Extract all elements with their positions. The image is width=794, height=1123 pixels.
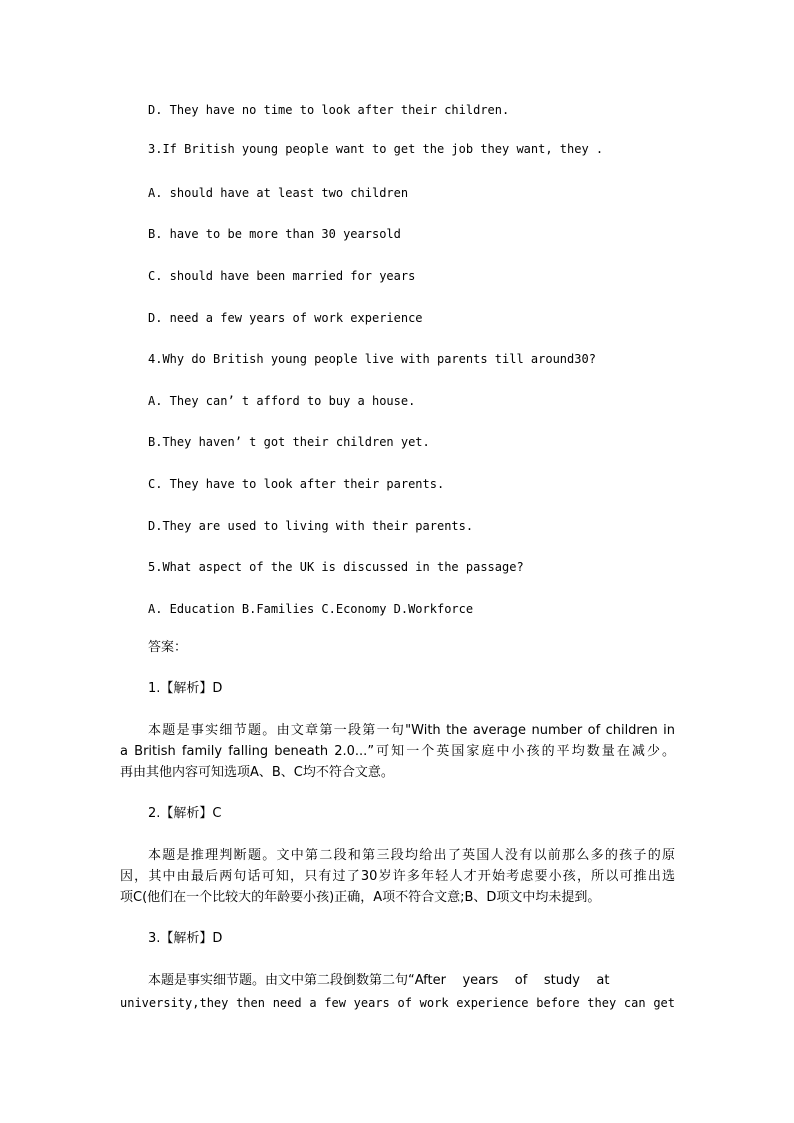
q4-stem: 4.Why do British young people live with parents till around30? bbox=[148, 352, 596, 366]
answer-1-label: 1.【解析】D bbox=[148, 681, 223, 696]
q2-option-d: D. They have no time to look after their children. bbox=[148, 103, 510, 117]
q5-options: A. Education B.Families C.Economy D.Workforce bbox=[148, 602, 474, 616]
answer-1-line-3: 再由其他内容可知选项A、B、C均不符合文意。 bbox=[120, 765, 394, 780]
q4-option-b: B.They haven’ t got their children yet. bbox=[148, 435, 430, 449]
answer-1-line-1: 本题是事实细节题。由文章第一段第一句"With the average number of children in bbox=[148, 723, 675, 738]
q3-stem: 3.If British young people want to get the job they want, they . bbox=[148, 142, 604, 156]
answer-2-line-3: 项C(他们在一个比较大的年龄要小孩)正确，A项不符合文意;B、D项文中均未提到。 bbox=[120, 890, 601, 905]
answer-3-label: 3.【解析】D bbox=[148, 931, 223, 946]
q4-option-d: D.They are used to living with their parents. bbox=[148, 519, 474, 533]
answer-3-line-2: university,they then need a few years of work experience before they can get bbox=[120, 996, 675, 1010]
answer-2-label: 2.【解析】C bbox=[148, 806, 222, 821]
answer-2-line-2: 因，其中由最后两句话可知，只有过了30岁许多年轻人才开始考虑要小孩，所以可推出选 bbox=[120, 869, 675, 884]
q3-option-d: D. need a few years of work experience bbox=[148, 311, 423, 325]
q4-option-a: A. They can’ t afford to buy a house. bbox=[148, 394, 416, 408]
q5-stem: 5.What aspect of the UK is discussed in the passage? bbox=[148, 560, 524, 574]
q3-option-c: C. should have been married for years bbox=[148, 269, 416, 283]
answer-2-line-1: 本题是推理判断题。文中第二段和第三段均给出了英国人没有以前那么多的孩子的原 bbox=[148, 848, 675, 863]
q3-option-b: B. have to be more than 30 yearsold bbox=[148, 227, 401, 241]
answers-heading: 答案： bbox=[148, 640, 188, 655]
q4-option-c: C. They have to look after their parents. bbox=[148, 477, 445, 491]
answer-3-line-1: 本题是事实细节题。由文中第二段倒数第二句“After years of study at bbox=[148, 973, 610, 988]
q3-option-a: A. should have at least two children bbox=[148, 186, 409, 200]
answer-1-line-2: a British family falling beneath 2.0...”可知一个英国家庭中小孩的平均数量在减少。 bbox=[120, 744, 675, 759]
